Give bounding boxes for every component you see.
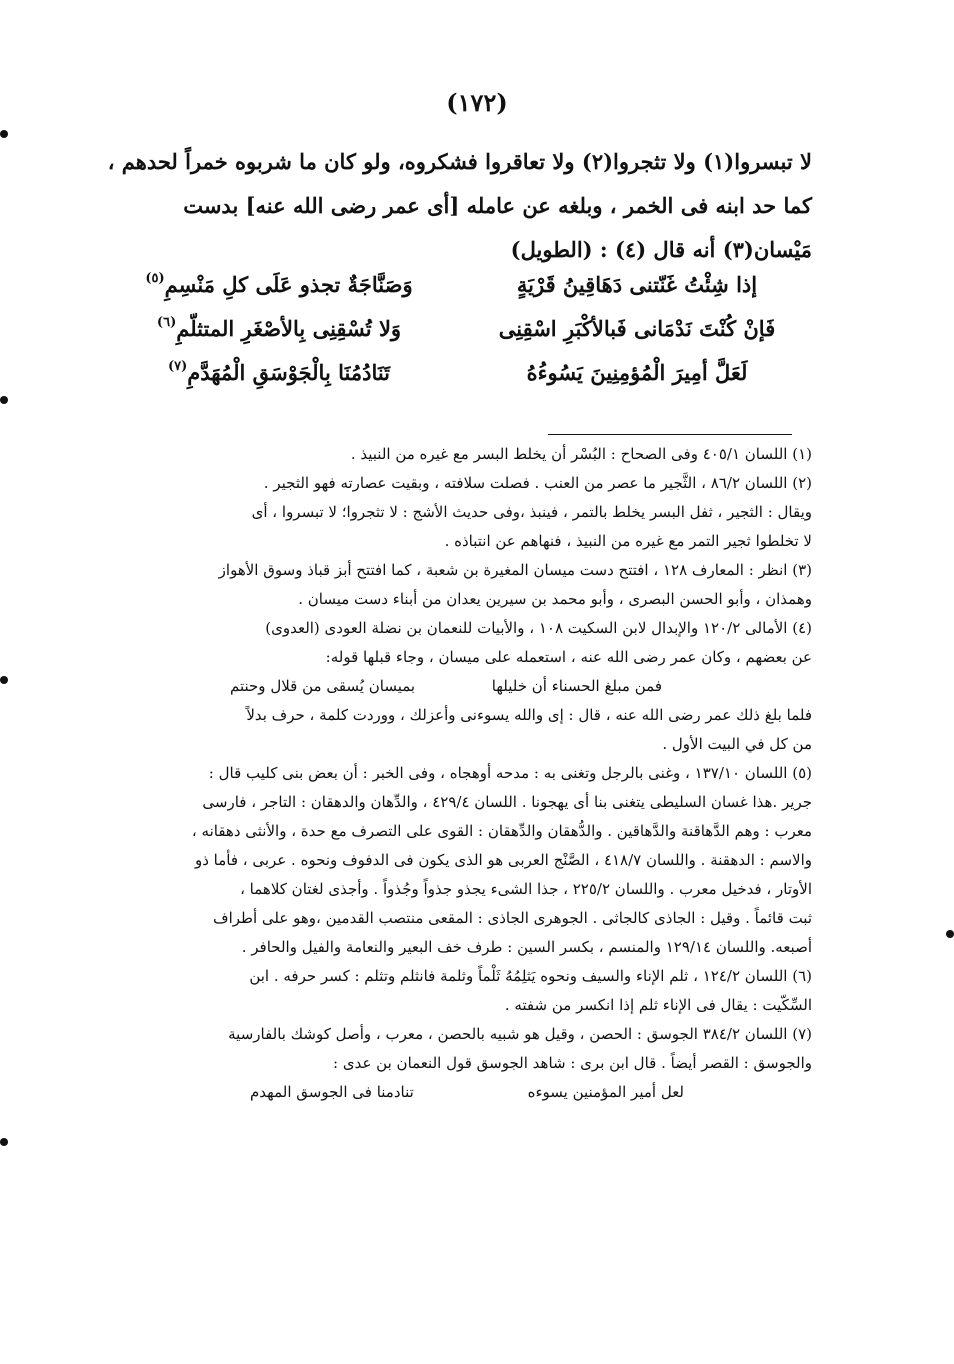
poem-verse (112, 306, 802, 350)
footnote-line: (٥) اللسان ١٣٧/١٠ ، وغنى بالرجل وتغنى به : مدحه أوهجاه ، وفى الخبر : أن بعض بنى كليب قال : (208, 764, 812, 782)
footnote-line: لا تخلطوا ثجير التمر مع غيره من النبيذ ، فنهاهم عن انتباذه . (444, 532, 812, 550)
footnote-line: (٣) انظر : المعارف ١٢٨ ، افتتح دست ميسان المغيرة بن شعبة ، كما افتتح أبز قباذ وسوق الأهواز (218, 561, 812, 579)
footnote-line: ثبت قائماً . وقيل : الجاذى كالجاثى . الجوهرى الجاذى : المقعى منتصب القدمين ،وهو على أطراف (213, 909, 812, 927)
verse-second-text: تَنَادُمُنَا بِالْجَوْسَقِ الْمُهَدَّمِ (187, 359, 391, 385)
footnote-line: عن بعضهم ، وكان عمر رضى الله عنه ، استعمله على ميسان ، وجاء قبلها قوله: (325, 648, 812, 666)
verse-first-hemistich: فَإنْ كُنْتَ نَدْمَانى فَبالأكْبَرِ اسْقِنِى (498, 315, 776, 341)
scan-mark (0, 676, 8, 684)
footnote-line: أصبعه. واللسان ١٢٩/١٤ والمنسم ، بكسر السين : طرف خف البعير والنعامة والفيل والحافر . (241, 938, 812, 956)
poem-verse (112, 350, 802, 394)
footnote-line: جرير .هذا غسان السليطى يتغنى بنا أى يهجونا . اللسان ٤٢٩/٤ ، والدِّهان والدهقان : التاجر ، فارسى (202, 793, 812, 811)
footnote-line: (٦) اللسان ١٢٤/٢ ، ثلم الإناء والسيف ونحوه يَثلِمُهُ ثَلْماً وثلمة فانثلم وتثلم : كسر حرفه . ابن (249, 967, 812, 985)
scan-mark (0, 1138, 8, 1146)
footnotes (100, 440, 812, 1107)
footnote-verse-second: تنادمنا فى الجوسق المهدم (250, 1083, 414, 1101)
footnote-verse-second: بميسان يُسقى من قلال وحنتم (230, 677, 416, 695)
footnote-line: وهمذان ، وأبو الحسن البصرى ، وأبو محمد بن سيرين يعدان من أبناء دست ميسان . (298, 590, 812, 608)
footnote-line: (٤) الأمالى ١٢٠/٢ والإبدال لابن السكيت ١٠٨ ، والأبيات للنعمان بن نضلة العودى (العدوى) (265, 619, 812, 637)
footnote-marker: (٧) (167, 358, 188, 374)
main-line: مَيْسان(٣) أنه قال (٤) : (الطويل) (510, 237, 812, 262)
footnote-line: معرب : وهم الدَّهاقنة والدَّهاقين . والدُّهقان والدِّهقان : القوى على التصرف مع حدة ، والأنثى دهقانه ، (191, 822, 812, 840)
main-line: كما حد ابنه فى الخمر ، وبلغه عن عامله [أى عمر رضى الله عنه] بدست (183, 193, 812, 218)
verse-second-text: وَصَنَّاجَةٌ تجذو عَلَى كلِ مَنْسِمِ (164, 271, 413, 297)
scan-mark (946, 930, 954, 938)
footnote-line: (٧) اللسان ٣٨٤/٢ الجوسق : الحصن ، وقيل هو شبيه بالحصن ، معرب ، وأصل كوشك بالفارسية (228, 1025, 812, 1043)
verse-second-text: وَلا تُسْقِنِى بِالأصْغَرِ المتثلّمِ (176, 315, 402, 341)
verse-second-hemistich (112, 272, 442, 297)
scan-mark (0, 396, 8, 404)
footnote-line: (١) اللسان ٤٠٥/١ وفى الصحاح : البُسْر أن يخلط البسر مع غيره من النبيذ . (350, 445, 812, 463)
footnote-line: السِّكّيت : يقال فى الإناء ثلم إذا انكسر من شفته . (504, 996, 812, 1014)
poem (112, 262, 802, 394)
footnote-verse (100, 1078, 812, 1107)
main-line: لا تبسروا(١) ولا تثجروا(٢) ولا تعاقروا فشكروه، ولو كان ما شربوه خمراً لحدهم ، (107, 149, 812, 174)
footnote-marker: (٥) (145, 270, 165, 286)
verse-second-hemistich (112, 316, 442, 341)
footnote-verse (100, 672, 812, 701)
footnote-line: والجوسق : القصر أيضاً . قال ابن برى : شاهد الجوسق قول النعمان بن عدى : (333, 1054, 812, 1072)
footnote-line: ويقال : الثجير ، ثفل البسر يخلط بالتمر ، فينبذ ،وفى حديث الأشج : لا تثجروا؛ لا تبسروا ، أى (251, 503, 812, 521)
verse-second-hemistich (112, 360, 442, 385)
footnote-line: الأوتار ، فدخيل معرب . واللسان ٢٢٥/٢ ، جذا الشىء يجذو جذواً وجُذواً . وأجذى لغتان كلاهما ، (240, 880, 812, 898)
page-number: (١٧٢) (446, 88, 508, 117)
footnote-line: من كل في البيت الأول . (662, 735, 812, 753)
poem-verse (112, 262, 802, 306)
footnote-line: والاسم : الدهقنة . واللسان ٤١٨/٧ ، الصَّنْج العربى هو الذى يكون فى الدفوف ونحوه . عربى ، فأما ذو (194, 851, 812, 869)
verse-first-hemistich: لَعَلَّ أمِيرَ الْمُؤمِنِينَ يَسُوءُهُ (526, 359, 748, 385)
scan-mark (0, 130, 8, 138)
footnote-separator (548, 434, 792, 435)
footnote-line: فلما بلغ ذلك عمر رضى الله عنه ، قال : إى والله يسوءنى وأعزلك ، ووردت كلمة ، حرف بدلاً (246, 706, 812, 724)
footnote-marker: (٦) (156, 314, 177, 330)
footnote-verse-first: فمن مبلغ الحسناء أن خليلها (491, 677, 662, 695)
footnote-line: (٢) اللسان ٨٦/٢ ، الثَّجير ما عصر من العنب . فصلت سلافته ، وبقيت عصارته فهو الثجير . (263, 474, 812, 492)
footnote-verse-first: لعل أمير المؤمنين يسوءه (527, 1083, 684, 1101)
verse-first-hemistich: إذا شِئْتُ غَنّتنى دَهَاقِينُ قَرْيَةٍ (516, 271, 758, 297)
main-text (100, 140, 812, 272)
